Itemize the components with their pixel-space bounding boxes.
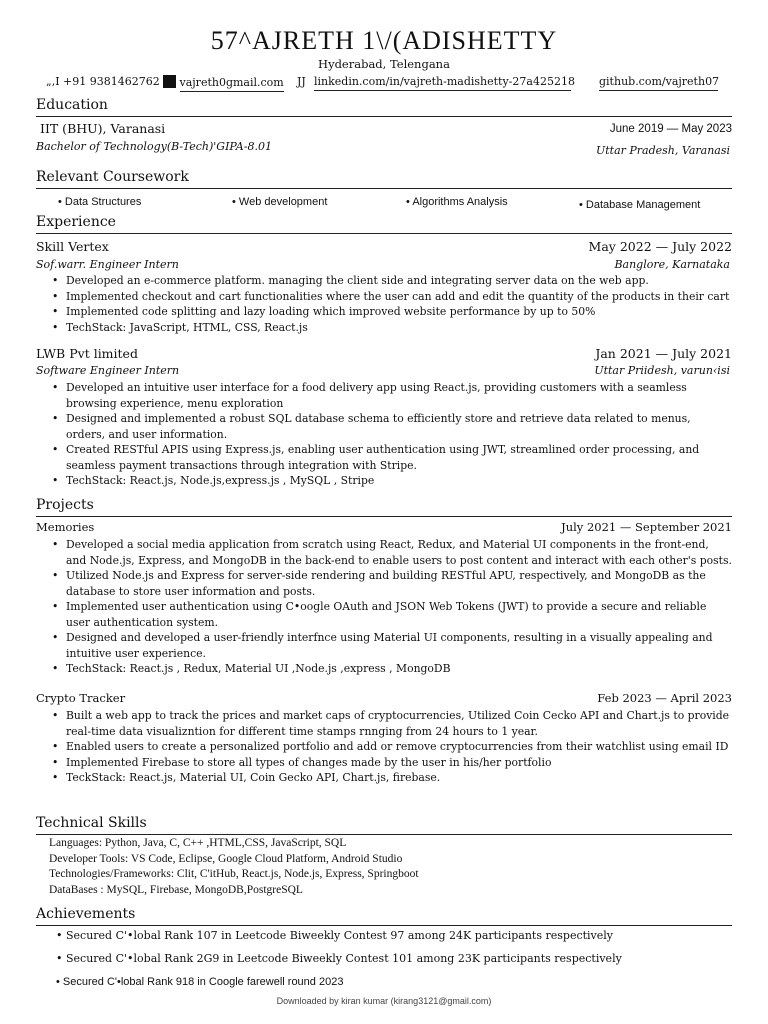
skills-line: DataBases : MySQL, Firebase, MongoDB,PostgreSQL: [49, 883, 303, 896]
list-item: • Implemented checkout and cart functionalities where the user can add and edit the quantity of the products in their cart: [52, 289, 732, 305]
section-divider: [36, 233, 732, 234]
achievement-item: • Secured C'•lobal Rank 918 in Coogle farewell round 2023: [56, 976, 343, 988]
list-item: • Developed an intuitive user interface for a food delivery app using React.js, providing customers with a seamless browsing experience, menu exploration: [52, 380, 732, 411]
email-link[interactable]: [163, 75, 284, 89]
list-item: • Designed and implemented a robust SQL database schema to efficiently store and retrieve data related to menus, orders, and user information.: [52, 411, 732, 442]
list-item: • Built a web app to track the prices and market caps of cryptocurrencies, Utilized Coin Cecko API and Chart.js to provide real-time data visualizntion for different time stamps rnnging from 24 hours to 1 year.: [52, 708, 732, 739]
job-role: Software Engineer Intern: [36, 364, 180, 377]
email-icon: [163, 75, 176, 88]
list-item: • TechStack: JavaScript, HTML, CSS, React.js: [52, 320, 732, 336]
education-heading: Education: [36, 97, 108, 113]
section-divider: [36, 188, 732, 189]
project-name: Memories: [36, 520, 95, 534]
list-item: • TeckStack: React.js, Material UI, Coin Gecko API, Chart.js, firebase.: [52, 770, 732, 786]
job-bullets: [52, 380, 732, 489]
skills-heading: Technical Skills: [36, 815, 147, 831]
list-item: • Implemented user authentication using C•oogle OAuth and JSON Web Tokens (JWT) to provide a secure and reliable user authentication system.: [52, 599, 732, 630]
job-place: Banglore, Karnataka: [614, 258, 730, 271]
job-dates: Jan 2021 — July 2021: [595, 346, 732, 361]
skills-list: [49, 836, 419, 898]
project-dates: July 2021 — September 2021: [561, 520, 732, 534]
github-link[interactable]: github.com/vajreth07: [599, 75, 718, 91]
linkedin-icon: JJ: [297, 75, 306, 88]
projects-heading: Projects: [36, 497, 94, 513]
school-name: IIT (BHU), Varanasi: [40, 121, 166, 136]
list-item: • TechStack: React.js, Node.js,express.js , MySQL , Stripe: [52, 473, 732, 489]
email-text: vajreth0gmail.com: [180, 76, 284, 92]
project-dates: Feb 2023 — April 2023: [597, 691, 732, 705]
skills-line: Technologies/Frameworks: Clit, C'itHub, React.js, Node.js, Express, Springboot: [49, 868, 419, 880]
job-bullets: [52, 273, 732, 335]
list-item: • Implemented Firebase to store all types of changes made by the user in his/her portfolio: [52, 755, 732, 771]
course-item: • Algorithms Analysis: [406, 196, 508, 208]
location: Hyderabad, Telengana: [318, 57, 450, 71]
list-item: • Implemented code splitting and lazy loading which improved website performance by up to 50%: [52, 304, 732, 320]
skills-line: Developer Tools: VS Code, Eclipse, Google Cloud Platform, Android Studio: [49, 852, 403, 865]
achievement-item: • Secured C'•lobal Rank 107 in Leetcode Biweekly Contest 97 among 24K participants respectively: [56, 929, 613, 942]
list-item: • Utilized Node.js and Express for server-side rendering and building RESTful APU, respectively, and MongoDB as the database to store user information and posts.: [52, 568, 732, 599]
job-company: LWB Pvt limited: [36, 346, 138, 361]
achievement-item: • Secured C'•lobal Rank 2G9 in Leetcode Biweekly Contest 101 among 23K participants respectively: [56, 952, 622, 965]
job-company: Skill Vertex: [36, 239, 109, 254]
achievements-heading: Achievements: [36, 906, 136, 922]
coursework-heading: Relevant Coursework: [36, 169, 189, 185]
resume-name: 57^AJRETH 1\/(ADISHETTY: [210, 26, 558, 55]
education-place: Uttar Pradesh, Varanasi: [595, 144, 730, 157]
course-item: • Database Management: [579, 199, 700, 211]
list-item: • TechStack: React.js , Redux, Material UI ,Node.js ,express , MongoDB: [52, 661, 732, 677]
project-bullets: [52, 537, 732, 677]
download-footer: Downloaded by kiran kumar (kirang3121@gmail.com): [276, 996, 492, 1006]
linkedin-link[interactable]: linkedin.com/in/vajreth-madishetty-27a425218: [314, 75, 571, 91]
section-divider: [36, 925, 732, 926]
project-bullets: [52, 708, 732, 786]
skills-line: Languages: Python, Java, C, C++ ,HTML,CSS, JavaScript, SQL: [49, 837, 347, 849]
course-item: • Web development: [232, 196, 327, 208]
project-name: Crypto Tracker: [36, 691, 126, 705]
section-divider: [36, 116, 732, 117]
education-dates: June 2019 — May 2023: [609, 123, 732, 135]
list-item: • Designed and developed a user-friendly interfnce using Material UI components, resulting in a visually appealing and intuitive user experience.: [52, 630, 732, 661]
course-item: • Data Structures: [58, 196, 141, 208]
experience-heading: Experience: [36, 214, 116, 230]
section-divider: [36, 516, 732, 517]
job-dates: May 2022 — July 2022: [588, 239, 732, 254]
phone: „,I +91 9381462762: [46, 75, 160, 88]
job-role: Sof.warr. Engineer Intern: [36, 258, 179, 271]
section-divider: [36, 834, 732, 835]
list-item: • Developed an e-commerce platform. managing the client side and integrating server data on the web app.: [52, 273, 732, 289]
list-item: • Created RESTful APIS using Express.js, enabling user authentication using JWT, streamlined order processing, and seamless payment transactions through integration with Stripe.: [52, 442, 732, 473]
list-item: • Developed a social media application from scratch using React, Redux, and Material UI components in the front-end, and Node.js, Express, and MongoDB in the back-end to enable users to post content and interact with each other's posts.: [52, 537, 732, 568]
list-item: • Enabled users to create a personalized portfolio and add or remove cryptocurrencies from their watchlist using email ID: [52, 739, 732, 755]
job-place: Uttar Priidesh, varun‹isi: [594, 364, 730, 377]
degree: Bachelor of Technology(B-Tech)'GIPA-8.01: [36, 140, 272, 153]
